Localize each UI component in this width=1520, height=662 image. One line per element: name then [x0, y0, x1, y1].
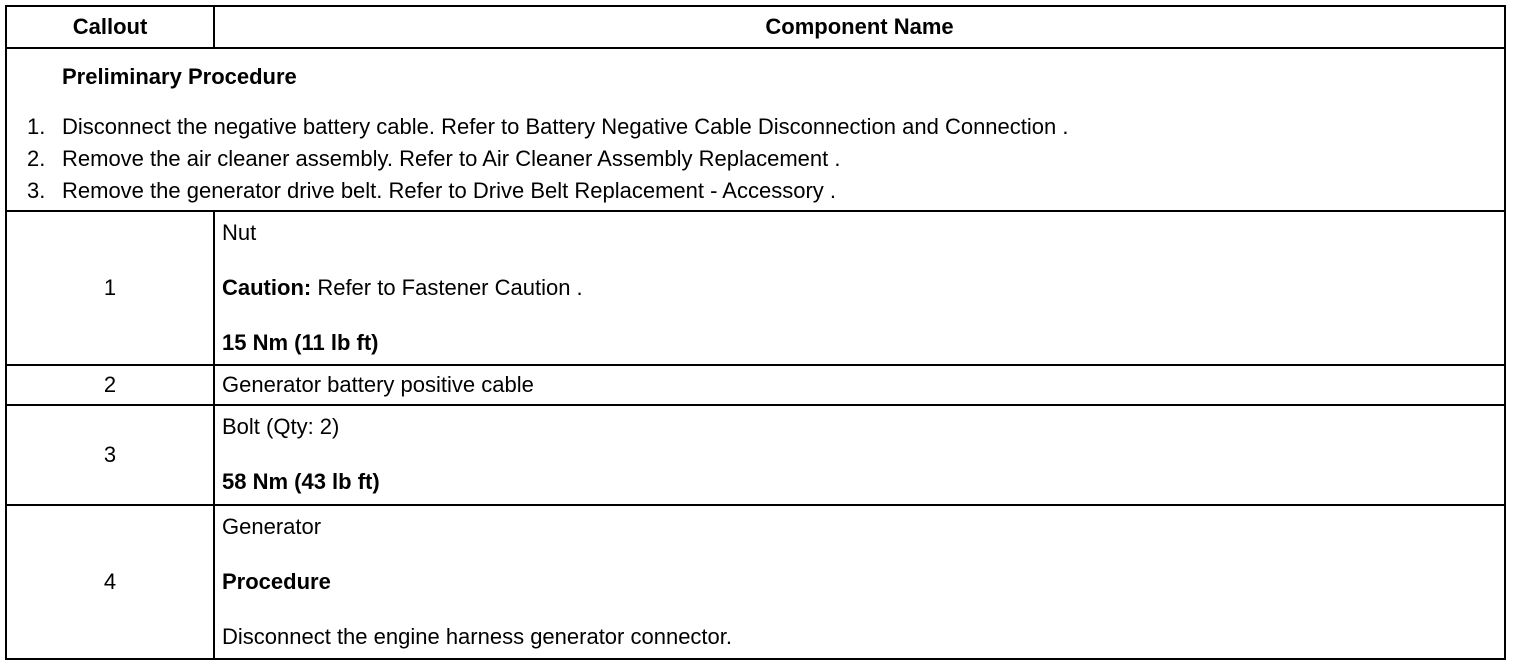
- preliminary-step: [7, 114, 1504, 140]
- caution-note: [222, 275, 1504, 301]
- table-row: [6, 405, 1505, 505]
- step-text: Disconnect the negative battery cable. Refer to Battery Negative Cable Disconnection and Connection .: [62, 114, 1069, 139]
- component-cell: [214, 505, 1505, 659]
- component-cell: [214, 211, 1505, 365]
- step-text: Remove the air cleaner assembly. Refer to Air Cleaner Assembly Replacement .: [62, 146, 841, 171]
- preliminary-procedure-row: [6, 48, 1505, 211]
- table-header-row: [6, 6, 1505, 48]
- preliminary-step: [7, 178, 1504, 204]
- component-cell: [214, 365, 1505, 405]
- step-number: 1.: [27, 114, 46, 139]
- preliminary-procedure-cell: [6, 48, 1505, 211]
- table-row: [6, 211, 1505, 365]
- component-name: Bolt (Qty: 2): [222, 414, 340, 439]
- torque-spec: 15 Nm (11 lb ft): [222, 330, 379, 355]
- preliminary-procedure-title: Preliminary Procedure: [62, 64, 297, 89]
- component-cell: [214, 405, 1505, 505]
- step-number: 2.: [27, 146, 46, 171]
- component-table: [5, 5, 1506, 660]
- step-text: Remove the generator drive belt. Refer to Drive Belt Replacement - Accessory .: [62, 178, 837, 203]
- callout-number: 2: [6, 365, 214, 405]
- callout-number: 1: [6, 211, 214, 365]
- torque-spec: 58 Nm (43 lb ft): [222, 469, 380, 494]
- callout-number: 3: [6, 405, 214, 505]
- procedure-text: Disconnect the engine harness generator connector.: [222, 624, 732, 649]
- preliminary-step: [7, 146, 1504, 172]
- table-row: [6, 505, 1505, 659]
- callout-number: 4: [6, 505, 214, 659]
- component-name: Generator battery positive cable: [222, 372, 534, 397]
- caution-label: Caution:: [222, 275, 312, 300]
- callout-column-header: Callout: [6, 6, 214, 48]
- preliminary-steps-list: [7, 114, 1504, 204]
- step-number: 3.: [27, 178, 46, 203]
- component-name-column-header: Component Name: [214, 6, 1505, 48]
- table-row: [6, 365, 1505, 405]
- caution-text: Refer to Fastener Caution .: [311, 275, 583, 300]
- component-name: Nut: [222, 220, 257, 245]
- procedure-label: Procedure: [222, 569, 331, 594]
- component-name: Generator: [222, 514, 322, 539]
